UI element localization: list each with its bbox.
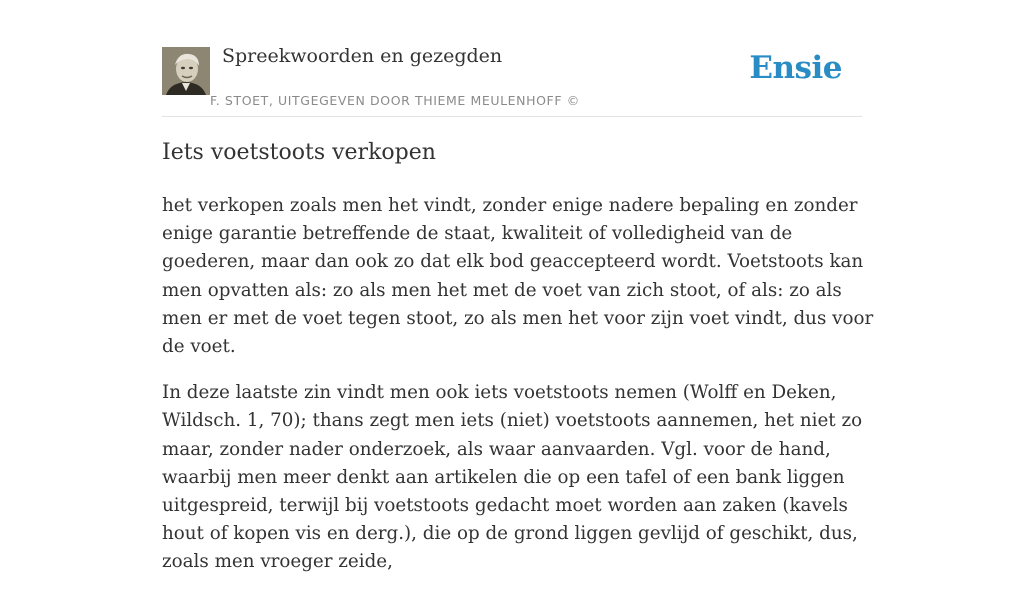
entry-title: Iets voetstoots verkopen [162,140,436,165]
content-container [162,0,874,573]
portrait-icon [162,47,210,95]
author-portrait-avatar[interactable] [162,47,210,95]
source-title[interactable]: Spreekwoorden en gezegden [222,45,503,67]
ensie-logo[interactable]: Ensie [749,50,842,86]
entry-paragraph: het verkopen zoals men het vindt, zonder enige nadere bepaling en zonder enige garantie betreffende de staat, kwaliteit of volledigheid van de goederen, maar dan ook zo dat elk bod geaccepteerd wordt. Voetstoots kan men opvatten als: zo als men het met de voet van zich stoot, of als: zo als men er met de voet tegen stoot, zo als men het voor zijn voet vindt, dus voor de voet. [162,195,874,358]
entry-body [162,192,874,595]
source-header [162,0,862,117]
entry-paragraph: In deze laatste zin vindt men ook iets voetstoots nemen (Wolff en Deken, Wildsch. 1, 70); thans zegt men iets (niet) voetstoots aannemen, het niet zo maar, zonder nader onderzoek, als waar aanvaarden. Vgl. voor de hand, waarbij men meer denkt aan artikelen die op een tafel of een bank liggen uitgespreid, terwijl bij voetstoots gedacht moet worden aan zaken (kavels hout of kopen vis en derg.), die op de grond liggen gevlijd of geschikt, dus, zoals men vroeger zeide, [162,382,863,573]
source-credit: F. STOET, UITGEGEVEN DOOR THIEME MEULENHOFF © [210,93,580,108]
